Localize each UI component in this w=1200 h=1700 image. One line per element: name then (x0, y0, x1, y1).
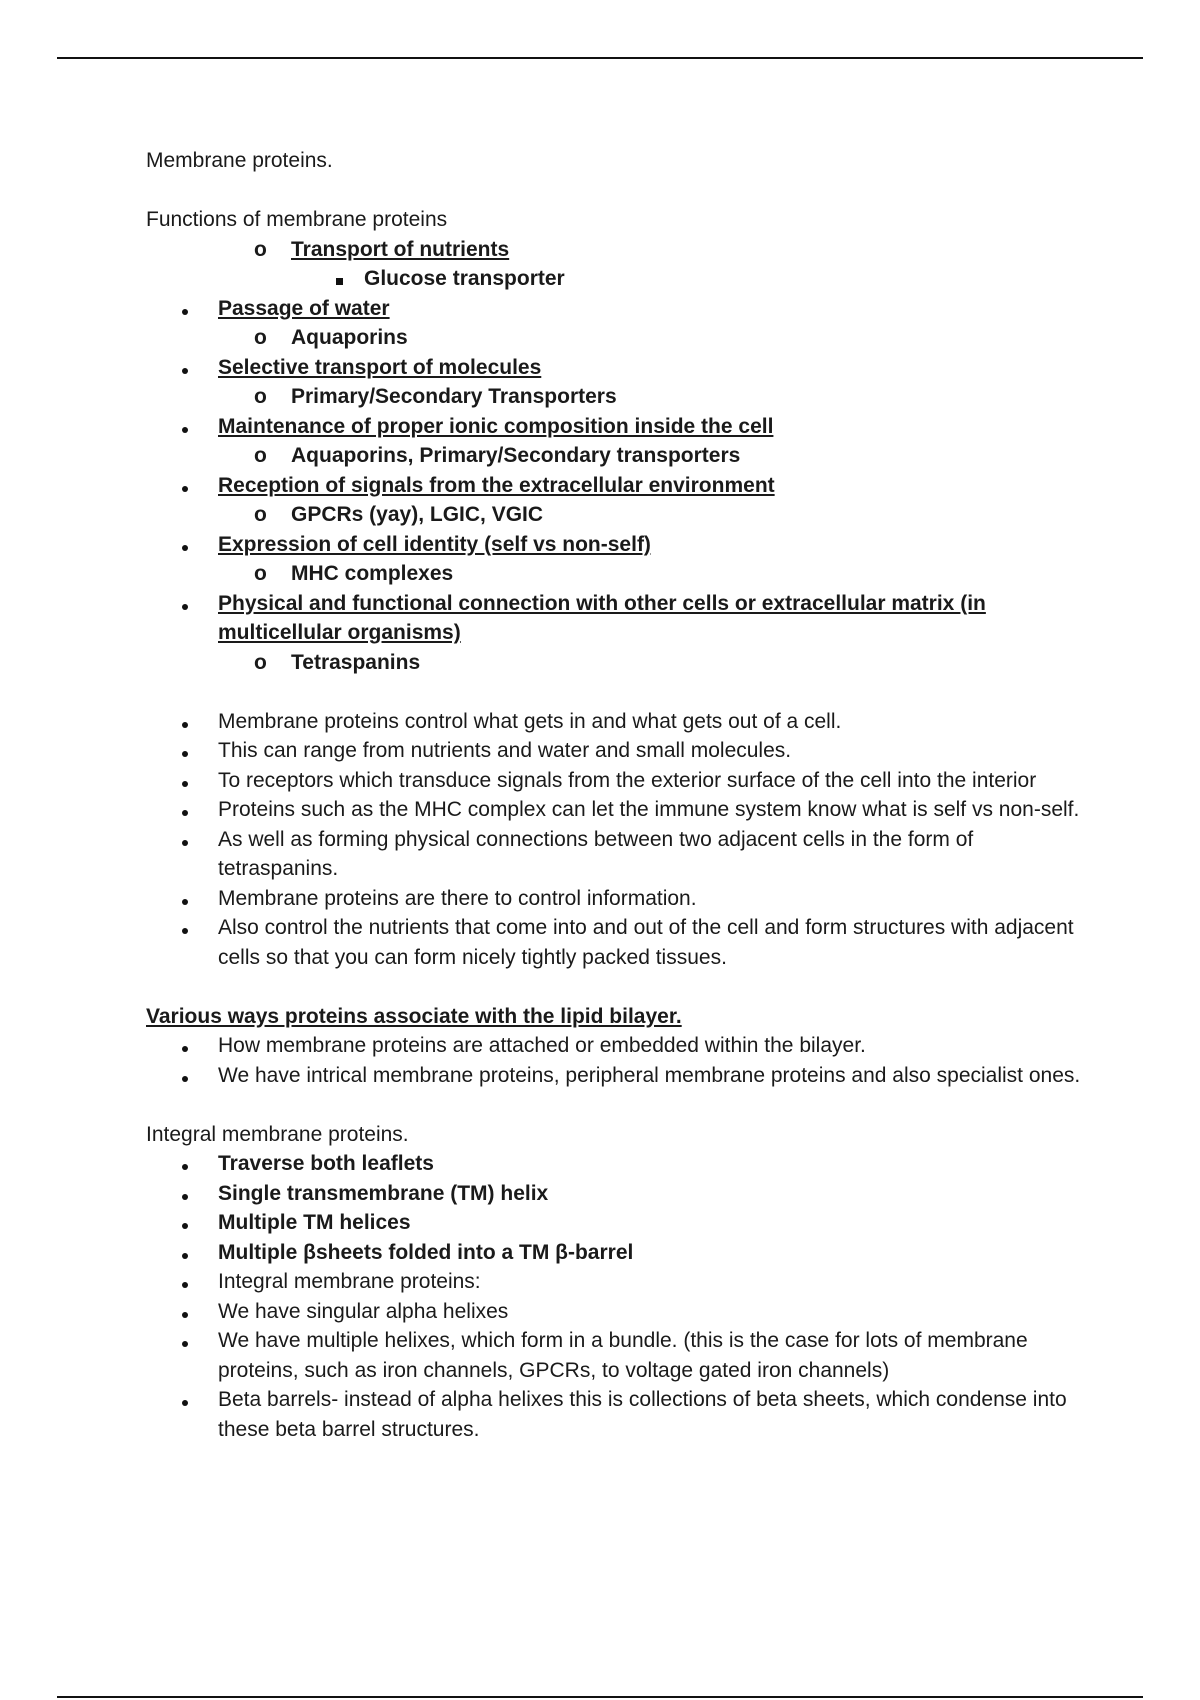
list-item-text: Multiple βsheets folded into a TM β-barrel (218, 1240, 634, 1264)
bullet-icon (182, 1149, 188, 1179)
list-item (146, 500, 1096, 530)
bullet-icon (182, 1238, 188, 1268)
list-item (146, 441, 1096, 471)
bullet-icon (182, 1031, 188, 1061)
list-item (146, 294, 1096, 324)
bullet-icon (182, 530, 188, 560)
list-item-text: Tetraspanins (291, 650, 421, 674)
header-rule (57, 57, 1143, 59)
list-item (146, 1238, 1096, 1268)
list-item (146, 382, 1096, 412)
list-item (146, 1297, 1096, 1327)
list-item-text: Aquaporins (291, 326, 408, 349)
list-item (146, 913, 1096, 972)
bullet-icon (182, 1385, 188, 1415)
bullet-icon (182, 1208, 188, 1238)
list-item (146, 1149, 1096, 1179)
association-list (146, 1031, 1096, 1090)
list-item (146, 707, 1096, 737)
list-item-text: Proteins such as the MHC complex can let the immune system know what is self vs non-self. (218, 798, 1080, 821)
list-item (146, 589, 1096, 648)
bullet-icon (182, 412, 188, 442)
bullet-icon (182, 736, 188, 766)
list-item-text: Transport of nutrients (291, 237, 510, 261)
bullet-icon (182, 1179, 188, 1209)
circle-bullet-icon: o (254, 237, 267, 261)
list-item-text: Single transmembrane (TM) helix (218, 1181, 549, 1205)
list-item (146, 264, 1096, 294)
list-item-text: GPCRs (yay), LGIC, VGIC (291, 503, 544, 526)
list-item-text: Membrane proteins are there to control information. (218, 886, 697, 910)
list-item-text: Expression of cell identity (self vs non-self) (218, 532, 651, 556)
list-item-text: Membrane proteins control what gets in and what gets out of a cell. (218, 709, 842, 733)
list-item (146, 471, 1096, 501)
bullet-icon (182, 589, 188, 619)
bullet-icon (182, 884, 188, 914)
bullet-icon (182, 1326, 188, 1356)
list-item (146, 1267, 1096, 1297)
bullet-icon (182, 1267, 188, 1297)
list-item (146, 412, 1096, 442)
list-item-text: Passage of water (218, 296, 390, 320)
square-bullet-icon (336, 264, 343, 294)
list-item-text: How membrane proteins are attached or embedded within the bilayer. (218, 1034, 866, 1057)
circle-bullet-icon: o (254, 650, 267, 674)
integral-list (146, 1149, 1096, 1444)
list-item-text: Selective transport of molecules (218, 355, 542, 379)
list-item-text: Multiple TM helices (218, 1211, 411, 1234)
list-item-text: Primary/Secondary Transporters (291, 385, 617, 408)
list-item-text: Also control the nutrients that come into and out of the cell and form structures with adjacent cells so that you can form nicely tightly packed tissues. (218, 916, 1074, 969)
list-item (146, 648, 1096, 678)
list-item-text: Physical and functional connection with other cells or extracellular matrix (in multicellular organisms) (218, 591, 986, 644)
list-item (146, 1385, 1096, 1444)
list-item-text: This can range from nutrients and water and small molecules. (218, 739, 792, 762)
list-item (146, 1061, 1096, 1091)
list-item-text: Maintenance of proper ionic composition inside the cell (218, 414, 774, 438)
bullet-icon (182, 353, 188, 383)
list-item (146, 323, 1096, 353)
list-item-text: As well as forming physical connections between two adjacent cells in the form of tetraspanins. (218, 827, 974, 880)
list-item-text: MHC complexes (291, 562, 454, 585)
list-item (146, 766, 1096, 796)
list-item (146, 795, 1096, 825)
list-item (146, 1326, 1096, 1385)
list-item (146, 1179, 1096, 1209)
summary-list (146, 707, 1096, 973)
circle-bullet-icon: o (254, 503, 267, 526)
bullet-icon (182, 795, 188, 825)
circle-bullet-icon: o (254, 326, 267, 349)
list-item (146, 884, 1096, 914)
circle-bullet-icon: o (254, 444, 267, 467)
bullet-icon (182, 471, 188, 501)
section-heading-integral: Integral membrane proteins. (146, 1122, 409, 1146)
bullet-icon (182, 1061, 188, 1091)
bullet-icon (182, 294, 188, 324)
circle-bullet-icon: o (254, 385, 267, 408)
list-item-text: We have singular alpha helixes (218, 1299, 509, 1323)
bullet-icon (182, 913, 188, 943)
list-item (146, 1031, 1096, 1061)
page-title: Membrane proteins. (146, 149, 333, 172)
functions-list (146, 235, 1096, 678)
bullet-icon (182, 766, 188, 796)
list-item (146, 559, 1096, 589)
circle-bullet-icon: o (254, 562, 267, 585)
list-item (146, 353, 1096, 383)
section-heading-functions: Functions of membrane proteins (146, 208, 448, 231)
list-item (146, 235, 1096, 265)
list-item-text: We have multiple helixes, which form in a bundle. (this is the case for lots of membrane proteins, such as iron channels, GPCRs, to voltage gated iron channels) (218, 1329, 1028, 1382)
footer-rule (57, 1696, 1143, 1698)
list-item-text: Beta barrels- instead of alpha helixes this is collections of beta sheets, which condense into these beta barrel structures. (218, 1388, 1067, 1441)
bullet-icon (182, 825, 188, 855)
list-item (146, 1208, 1096, 1238)
list-item-text: Traverse both leaflets (218, 1152, 434, 1175)
list-item (146, 736, 1096, 766)
section-heading-association: Various ways proteins associate with the lipid bilayer. (146, 1004, 682, 1028)
list-item-text: We have intrical membrane proteins, peripheral membrane proteins and also specialist ones. (218, 1063, 1081, 1087)
list-item-text: Aquaporins, Primary/Secondary transporters (291, 444, 741, 467)
bullet-icon (182, 1297, 188, 1327)
document-body (146, 146, 1096, 1444)
list-item-text: To receptors which transduce signals from the exterior surface of the cell into the interior (218, 768, 1037, 792)
list-item-text: Reception of signals from the extracellular environment (218, 473, 775, 497)
list-item (146, 825, 1096, 884)
list-item (146, 530, 1096, 560)
bullet-icon (182, 707, 188, 737)
list-item-text: Glucose transporter (364, 267, 565, 290)
list-item-text: Integral membrane proteins: (218, 1270, 481, 1293)
